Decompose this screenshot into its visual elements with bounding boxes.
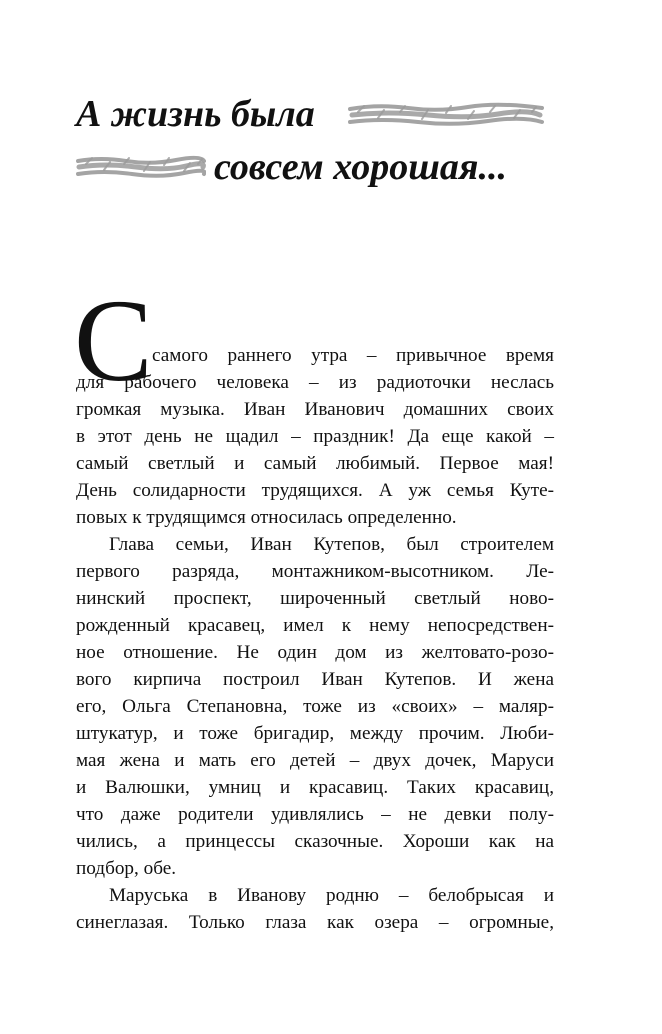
text-line: рожденный красавец, имел к нему непосредствен- [76, 615, 554, 636]
text-line: самого раннего утра – привычное время [152, 345, 554, 366]
chapter-title-line-1: А жизнь была [76, 93, 315, 135]
text-line: его, Ольга Степановна, тоже из «своих» – маляр- [76, 696, 554, 717]
text-line: штукатур, и тоже бригадир, между прочим. Люби- [76, 723, 554, 744]
text-line: и Валюшки, умниц и красавиц. Таких красавиц, [76, 777, 554, 798]
text-line: для рабочего человека – из радиоточки неслась [76, 372, 554, 393]
chapter-title-line-2: совсем хорошая... [214, 146, 507, 188]
text-line: нинский проспект, широченный светлый ново- [76, 588, 554, 609]
text-line: ное отношение. Не один дом из желтовато-розо- [76, 642, 554, 663]
brush-stroke-ornament-icon [76, 152, 206, 182]
text-line: повых к трудящимся относилась определенно. [76, 507, 457, 528]
brush-stroke-ornament-icon [348, 100, 544, 130]
text-line: День солидарности трудящихся. А уж семья Куте- [76, 480, 554, 501]
text-line: громкая музыка. Иван Иванович домашних своих [76, 399, 554, 420]
text-line: первого разряда, монтажником-высотником. Ле- [76, 561, 554, 582]
text-line: мая жена и мать его детей – двух дочек, Маруси [76, 750, 554, 771]
text-line: подбор, обе. [76, 858, 177, 879]
text-line: что даже родители удивлялись – не девки полу- [76, 804, 554, 825]
text-line: чились, а принцессы сказочные. Хороши как на [76, 831, 554, 852]
text-line: вого кирпича построил Иван Кутепов. И жена [76, 669, 554, 690]
text-line: Глава семьи, Иван Кутепов, был строителем [109, 534, 554, 555]
text-line: синеглазая. Только глаза как озера – огромные, [76, 912, 554, 933]
text-line: Маруська в Иванову родню – белобрысая и [109, 885, 554, 906]
text-line: самый светлый и самый любимый. Первое мая! [76, 453, 554, 474]
text-line: в этот день не щадил – праздник! Да еще какой – [76, 426, 554, 447]
drop-cap: С [74, 275, 153, 406]
